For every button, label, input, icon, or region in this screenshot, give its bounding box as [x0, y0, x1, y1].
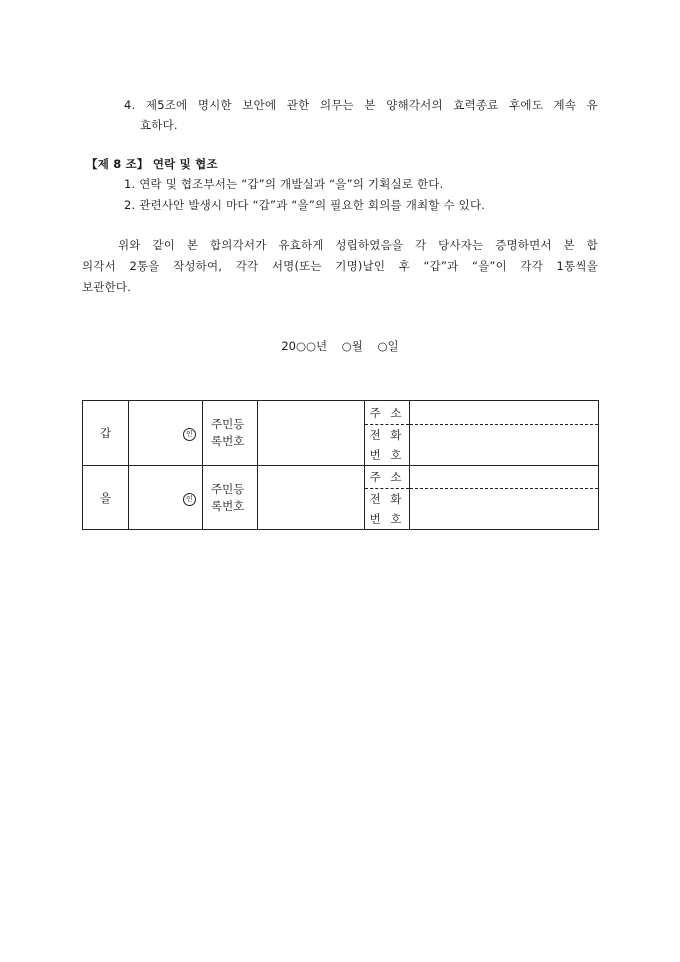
- phone-label-line-2: 번 호: [369, 512, 405, 526]
- party-gap-phone-value[interactable]: [410, 425, 599, 466]
- phone-label-line-1: 전 화: [369, 492, 405, 506]
- party-eul-seal-cell: [129, 466, 203, 530]
- article-8-item-2: 2. 관련사안 발생시 마다 “갑”과 “을”의 필요한 회의를 개최할 수 있다.: [124, 198, 486, 212]
- party-eul-id-label: [203, 466, 258, 530]
- closing-line-1: 위와 같이 본 합의각서가 유효하게 성립하였음을 각 당사자는 증명하면서 본 합: [118, 238, 598, 252]
- party-gap-name: 갑: [83, 401, 129, 466]
- party-gap-phone-label: [365, 425, 410, 466]
- closing-line-3: 보관한다.: [82, 280, 132, 294]
- party-eul-name: 을: [83, 466, 129, 530]
- clause-4-line-1: 4. 제5조에 명시한 보안에 관한 의무는 본 양해각서의 효력종료 후에도 계속 유: [124, 98, 598, 112]
- phone-label-line-2: 번 호: [369, 448, 405, 462]
- id-label-line-2: 록번호: [211, 434, 245, 448]
- contract-date: 20○○년 ○월 ○일: [281, 339, 399, 353]
- phone-label-line-1: 전 화: [369, 428, 405, 442]
- party-eul-address-value[interactable]: [410, 466, 599, 489]
- article-8-item-1: 1. 연락 및 협조부서는 “갑”의 개발실과 “을”의 기획실로 한다.: [124, 177, 444, 191]
- party-eul-phone-label: [365, 489, 410, 530]
- signature-table: [82, 400, 599, 530]
- closing-line-2: 의각서 2통을 작성하여, 각각 서명(또는 기명)날인 후 “갑”과 “을”이 각각 1통씩을: [82, 259, 598, 273]
- party-eul-id-value[interactable]: [258, 466, 365, 530]
- party-eul-phone-value[interactable]: [410, 489, 599, 530]
- seal-icon: 인: [183, 428, 196, 441]
- clause-4-line-2: 효하다.: [140, 118, 178, 132]
- article-8-heading: 【제 8 조】 연락 및 협조: [86, 157, 218, 171]
- party-gap-id-label: [203, 401, 258, 466]
- id-label-line-2: 록번호: [211, 498, 245, 513]
- party-gap-row-top: [83, 401, 599, 425]
- party-gap-seal-cell: [129, 401, 203, 466]
- party-gap-id-value[interactable]: [258, 401, 365, 466]
- id-label-line-1: 주민등: [211, 481, 245, 496]
- party-eul-row-top: [83, 466, 599, 489]
- party-gap-address-value[interactable]: [410, 401, 599, 425]
- id-label-line-1: 주민등: [211, 417, 245, 431]
- party-gap-address-label: 주 소: [365, 401, 410, 425]
- party-eul-address-label: 주 소: [365, 466, 410, 489]
- seal-icon: 인: [183, 493, 196, 506]
